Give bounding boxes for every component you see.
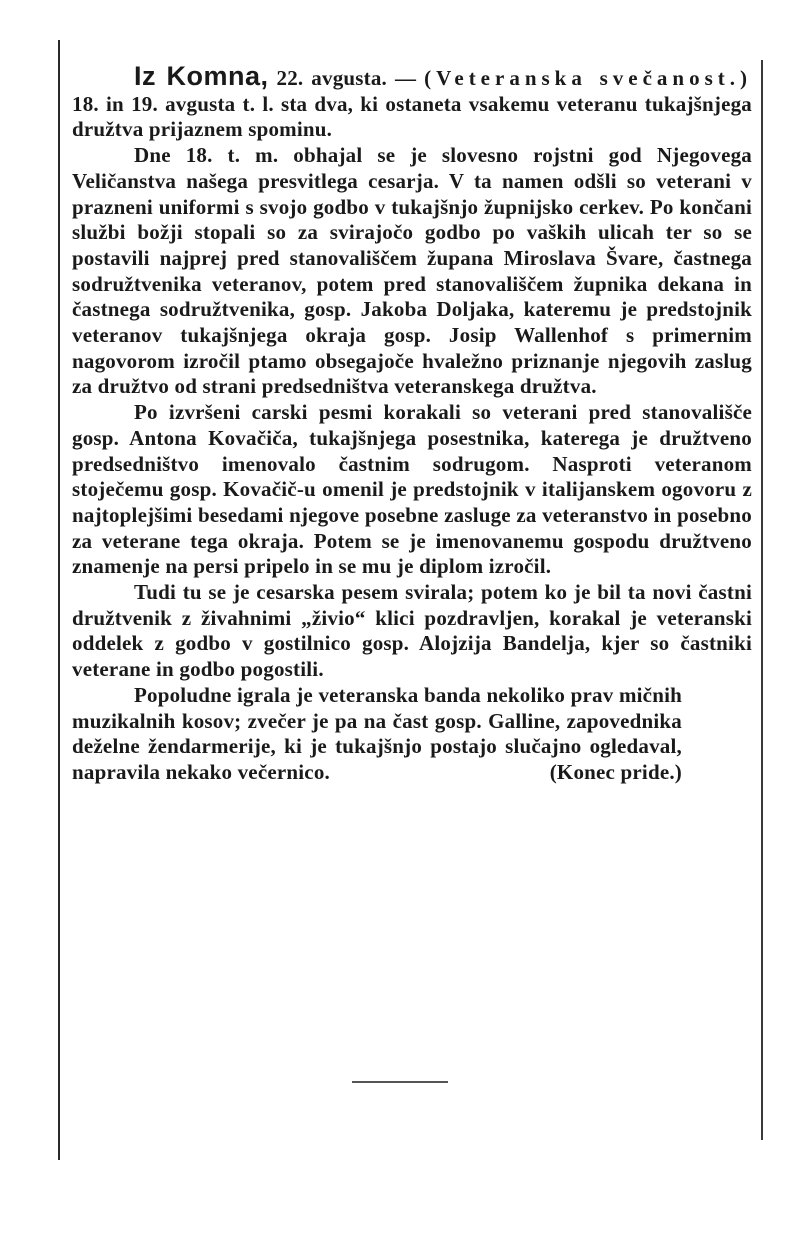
article-paragraph-1 [72, 61, 753, 143]
article-paragraph-2: Dne 18. t. m. obhajal se je slovesno rojstni god Njegovega Veličanstva našega presvitlega cesarja. V ta namen odšli so veterani v prazneni uniformi s svojo godbo v tukajšnjo župnijsko cerkev. Po končani službi božji stopali so za svirajočo godbo po vaških ulicah ter so se postavili najprej pred stanovališčem župana Miroslava Švare, častnega sodružtvenika veteranov, potem pred stanovališčem župnika dekana in častnega sodružtvenika, gosp. Jakoba Doljaka, kateremu je predstojnik veteranov tukajšnjega okraja gosp. Josip Wallenhof s primernim nagovorom izročil ptamo obsegajoče hvaležno priznanje njegovih zaslug za družtvo od strani predsedništva veteranskega družtva. [72, 143, 752, 399]
article-paragraph-3: Po izvršeni carski pesmi korakali so veterani pred stanovališče gosp. Antona Kovačiča, tukajšnjega posestnika, katerega je družtveno predsedništvo imenovalo častnim sodrugom. Nasproti veteranom stoječemu gosp. Kovačič-u omenil je predstojnik v italijanskem ogovoru z najtoplejšimi besedami njegove posebne zasluge za veteranstvo in posebno za veterane tega okraja. Potem se je imenovanemu gospodu družtveno znamenje na persi pripelo in se mu je diplom izročil. [72, 400, 752, 579]
article-end-divider [352, 1081, 448, 1083]
article-date: 22. avgusta. — [276, 66, 417, 90]
column-rule-right [761, 60, 763, 1140]
article-subheading: (Veteranska svečanost.) [424, 66, 753, 90]
article-closing: (Konec pride.) [549, 760, 682, 784]
article-paragraph-4: Tudi tu se je cesarska pesem svirala; potem ko je bil ta novi častni družtvenik z živahnimi „živio“ klici pozdravljen, korakal je veteranski oddelek z godbo v gostilnico gosp. Alojzija Bandelja, kjer so častniki veterane in godbo pogostili. [72, 580, 752, 682]
column-rule-left [58, 40, 60, 1160]
article-headline: Iz Komna, [134, 61, 269, 91]
article-paragraph-5: Popoludne igrala je veteranska banda nekoliko prav mičnih muzikalnih kosov; zvečer je pa na čast gosp. Galline, zapovednika deželne žendarmerije, ki je tukajšnjo postajo slučajno ogledaval, napravila nekako večernico. [72, 682, 682, 784]
article-paragraph-text: 18. in 19. avgusta t. l. sta dva, ki ostaneta vsakemu veteranu tukajšnjega družtva prijaznem spominu. [72, 91, 752, 142]
newspaper-article [72, 61, 753, 786]
